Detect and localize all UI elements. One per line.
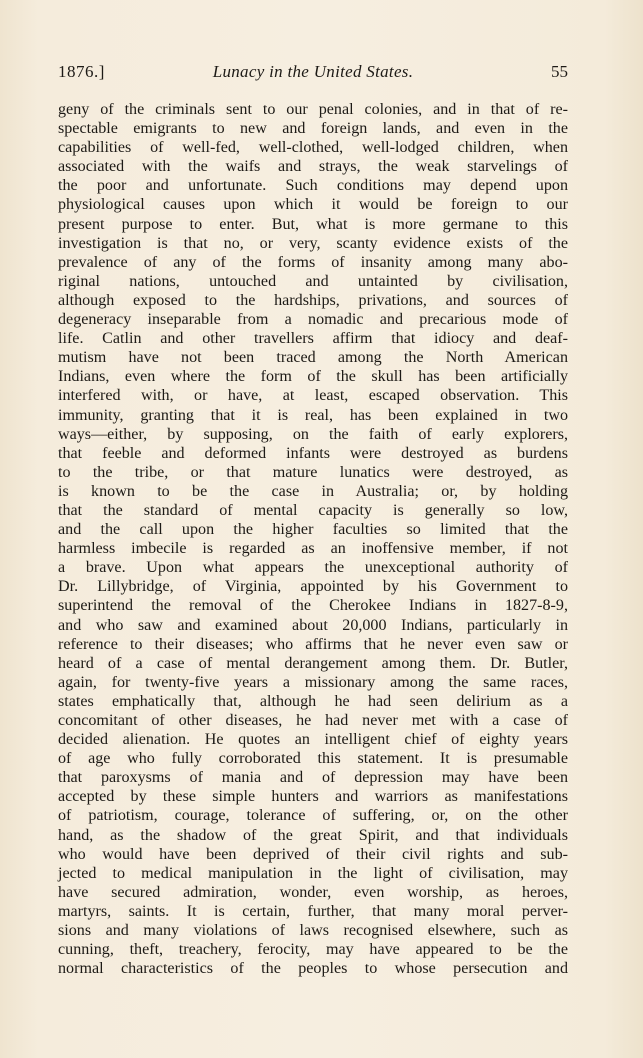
text-line: heard of a case of mental derangement among them. Dr. Butler, bbox=[58, 654, 568, 672]
text-line: normal characteristics of the peoples to whose persecution and bbox=[58, 960, 568, 978]
text-line: reference to their diseases; who affirms that he never even saw or bbox=[58, 635, 568, 653]
text-line: sions and many violations of laws recognised elsewhere, such as bbox=[58, 922, 568, 940]
text-line: accepted by these simple hunters and warriors as manifestations bbox=[58, 788, 568, 806]
text-line: interfered with, or have, at least, escaped observation. This bbox=[58, 387, 568, 405]
header-year: 1876.] bbox=[58, 62, 105, 81]
text-line: ways—either, by supposing, on the faith of early explorers, bbox=[58, 425, 568, 443]
page-number: 55 bbox=[551, 62, 568, 81]
text-line: physiological causes upon which it would be foreign to our bbox=[58, 196, 568, 214]
text-line: that the standard of mental capacity is generally so low, bbox=[58, 501, 568, 519]
text-line: Indians, even where the form of the skull has been artificially bbox=[58, 368, 568, 386]
text-line: immunity, granting that it is real, has been explained in two bbox=[58, 406, 568, 424]
text-line: investigation is that no, or very, scanty evidence exists of the bbox=[58, 234, 568, 252]
text-line: cunning, theft, treachery, ferocity, may have appeared to be the bbox=[58, 941, 568, 959]
text-line: again, for twenty-five years a missionary among the same races, bbox=[58, 673, 568, 691]
text-line: of age who fully corroborated this statement. It is presumable bbox=[58, 750, 568, 768]
text-line: martyrs, saints. It is certain, further, that many moral perver- bbox=[58, 902, 568, 920]
text-line: of patriotism, courage, tolerance of suffering, or, on the other bbox=[58, 807, 568, 825]
text-line: that feeble and deformed infants were destroyed as burdens bbox=[58, 444, 568, 462]
text-line: riginal nations, untouched and untainted by civilisation, bbox=[58, 272, 568, 290]
text-line: degeneracy inseparable from a nomadic and precarious mode of bbox=[58, 311, 568, 329]
text-line: that paroxysms of mania and of depression may have been bbox=[58, 769, 568, 787]
text-line: decided alienation. He quotes an intelligent chief of eighty years bbox=[58, 731, 568, 749]
text-line: the poor and unfortunate. Such conditions may depend upon bbox=[58, 177, 568, 195]
text-line: superintend the removal of the Cherokee Indians in 1827-8-9, bbox=[58, 597, 568, 615]
text-line: hand, as the shadow of the great Spirit, and that individuals bbox=[58, 826, 568, 844]
text-line: geny of the criminals sent to our penal colonies, and in that of re- bbox=[58, 101, 568, 118]
text-line: harmless imbecile is regarded as an inoffensive member, if not bbox=[58, 540, 568, 558]
text-line: although exposed to the hardships, privations, and sources of bbox=[58, 291, 568, 309]
text-line: and who saw and examined about 20,000 Indians, particularly in bbox=[58, 616, 568, 634]
text-line: states emphatically that, although he had seen delirium as a bbox=[58, 692, 568, 710]
text-line: spectable emigrants to new and foreign lands, and even in the bbox=[58, 120, 568, 138]
text-line: to the tribe, or that mature lunatics were destroyed, as bbox=[58, 463, 568, 481]
text-line: and the call upon the higher faculties so limited that the bbox=[58, 521, 568, 539]
text-line: Dr. Lillybridge, of Virginia, appointed by his Government to bbox=[58, 578, 568, 596]
running-title: Lunacy in the United States. bbox=[212, 62, 414, 81]
text-line: capabilities of well-fed, well-clothed, well-lodged children, when bbox=[58, 139, 568, 157]
text-line: prevalence of any of the forms of insanity among many abo- bbox=[58, 253, 568, 271]
text-line: have secured admiration, wonder, even worship, as heroes, bbox=[58, 883, 568, 901]
text-line: associated with the waifs and strays, the weak starvelings of bbox=[58, 158, 568, 176]
text-line: is known to be the case in Australia; or, by holding bbox=[58, 482, 568, 500]
running-header bbox=[58, 62, 568, 86]
body-text bbox=[58, 100, 568, 978]
text-line: life. Catlin and other travellers affirm that idiocy and deaf- bbox=[58, 330, 568, 348]
text-line: mutism have not been traced among the North American bbox=[58, 349, 568, 367]
text-line: concomitant of other diseases, he had never met with a case of bbox=[58, 712, 568, 729]
text-line: who would have been deprived of their civil rights and sub- bbox=[58, 845, 568, 863]
text-line: a brave. Upon what appears the unexceptional authority of bbox=[58, 559, 568, 577]
text-line: present purpose to enter. But, what is more germane to this bbox=[58, 215, 568, 233]
text-line: jected to medical manipulation in the light of civilisation, may bbox=[58, 864, 568, 882]
